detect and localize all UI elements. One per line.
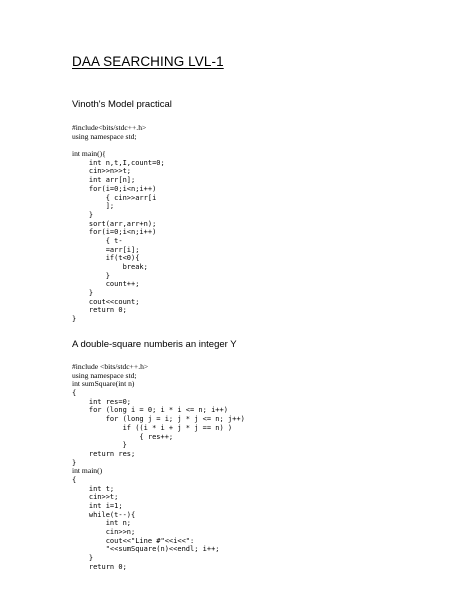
code-line: for (long i = 0; i * i <= n; i++) [72, 406, 228, 415]
code-line: while(t--){ [72, 510, 136, 519]
code-line: int n; [72, 519, 132, 528]
code-line: if ((i * i + j * j == n) ) [72, 423, 233, 432]
code-line: } [72, 458, 77, 467]
section-heading-double-square: A double-square numberis an integer Y [72, 339, 237, 350]
code-line: "<<sumSquare(n)<<endl; i++; [72, 545, 220, 554]
code-line: ]; [72, 202, 115, 211]
code-line: count++; [72, 280, 140, 289]
code-line: for (long j = i; j * j <= n; j++) [72, 415, 245, 424]
code-line: { [72, 389, 77, 398]
document-title: DAA SEARCHING LVL-1 [72, 54, 224, 69]
code-line: if(t<0){ [72, 254, 140, 263]
code-line: int t; [72, 484, 115, 493]
code-line: cin>>n>>t; [72, 167, 132, 176]
code-line: using namespace std; [72, 131, 137, 141]
code-line: int sumSquare(int n) [72, 379, 135, 389]
code-line: int main() [72, 466, 103, 476]
code-line: int res=0; [72, 397, 132, 406]
code-line: #include<bits/stdc++.h> [72, 123, 147, 132]
code-line: return 0; [72, 306, 127, 315]
code-line: cin>>t; [72, 493, 119, 502]
code-line: } [72, 210, 94, 219]
code-line: } [72, 441, 127, 450]
code-line: } [72, 289, 94, 298]
code-line: int arr[n]; [72, 176, 136, 185]
code-line: cout<<count; [72, 297, 140, 306]
code-line: for(i=0;i<n;i++) [72, 228, 157, 237]
code-line: { [72, 475, 77, 484]
code-line: break; [72, 263, 148, 271]
code-block-double-square [72, 363, 245, 572]
code-line: using namespace std; [72, 370, 137, 380]
code-line: #include <bits/stdc++.h> [72, 362, 149, 371]
code-line: { res++; [72, 432, 174, 441]
code-line: cin>>n; [72, 528, 136, 537]
code-line: int main(){ [72, 149, 106, 159]
code-line: return 0; [72, 562, 127, 571]
code-line: { cin>>arr[i [72, 193, 157, 202]
section-heading-model-practical: Vinoth's Model practical [72, 99, 172, 110]
code-line: return res; [72, 449, 136, 458]
code-line: int n,t,I,count=0; [72, 158, 165, 167]
code-block-model-practical [72, 124, 165, 324]
code-line: int i=1; [72, 502, 123, 510]
code-line: } [72, 315, 77, 324]
code-line: { t- [72, 236, 123, 245]
code-line: sort(arr,arr+n); [72, 219, 157, 228]
code-line: } [72, 554, 94, 563]
code-line: for(i=0;i<n;i++) [72, 184, 157, 193]
code-line: =arr[i]; [72, 245, 140, 254]
code-line: cout<<"Line #"<<i<<": [72, 536, 195, 545]
code-line: } [72, 271, 110, 280]
